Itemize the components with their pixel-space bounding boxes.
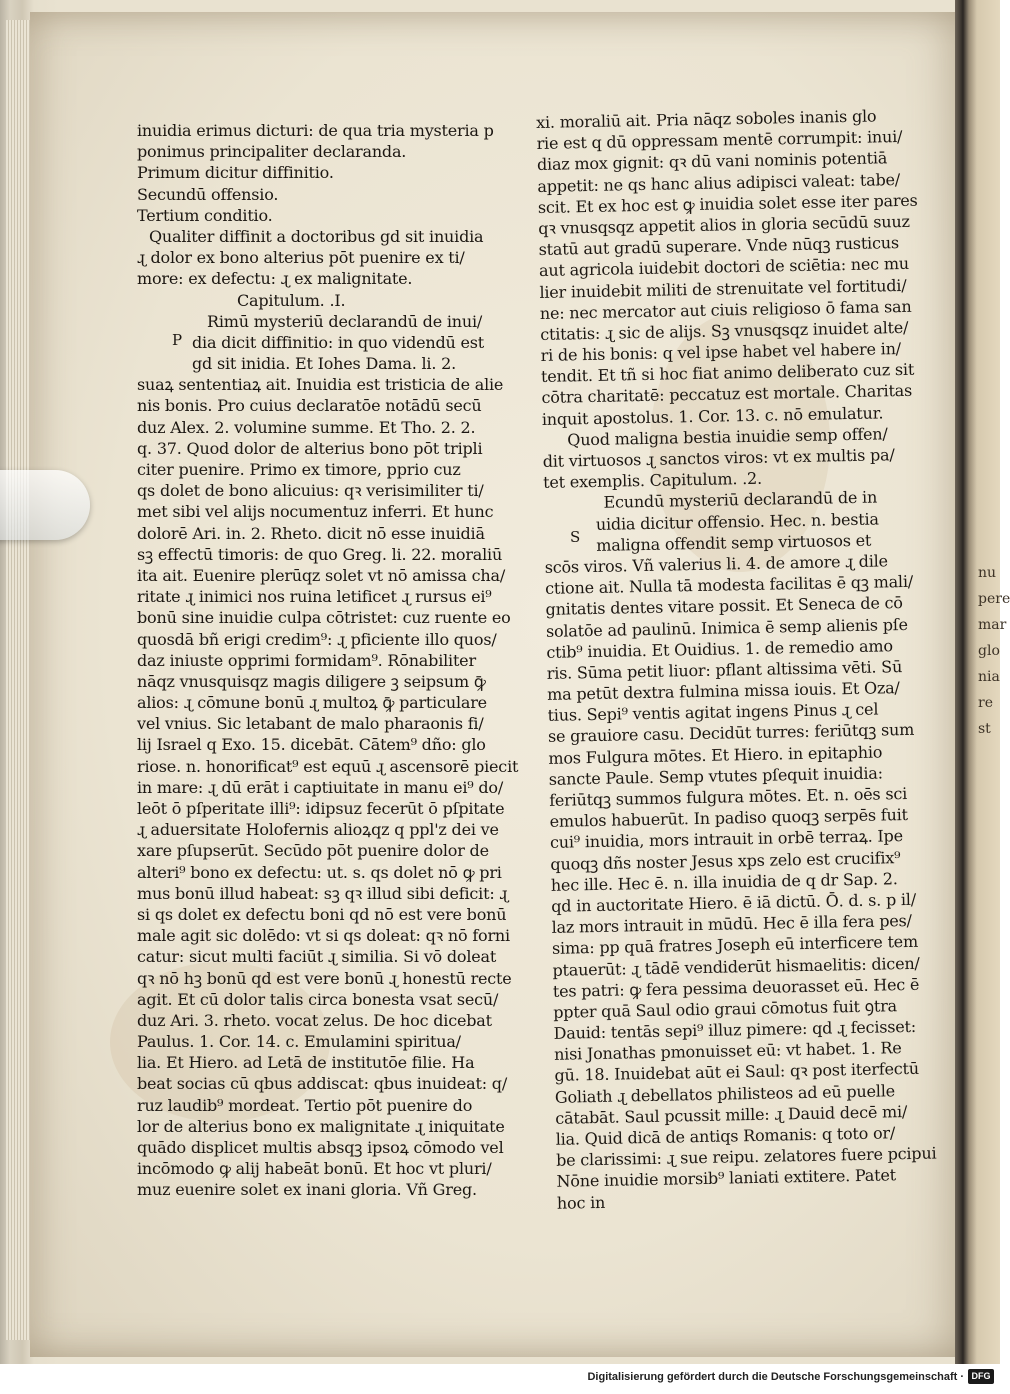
right-column-line: ma petūt dextra fulmina missa iouis. Et Oza/ [547,678,900,704]
right-column-line: lia. Quid dicā de antiqs Romanis: q toto or/ [555,1123,896,1149]
left-column-line: muz euenire solet ex inani gloria. Vñ Greg. [137,1180,477,1200]
footer-credit: Digitalisierung gefördert durch die Deutsche Forschungsgemeinschaft · [587,1371,964,1383]
left-column-line: in mare: ɻ dū erāt i captiuitate in manu ei⁹ do/ [137,777,504,797]
right-column-line: dit virtuosos ɻ sanctos viros: vt ex multis pa/ [542,445,895,471]
left-column-line: male agit sic dolēdo: vt si qs doleat: qꝛ nō forni [137,926,510,946]
right-column-line: cātabāt. Saul pcussit mille: ɻ Dauid decē mi/ [555,1101,908,1128]
left-column-line: duz Alex. 2. volumine summe. Et Tho. 2. 2. [137,417,476,437]
right-column-line: ri de his bonis: q vel ipse habet vel habere in/ [540,339,902,366]
right-column-line: solatōe ad paulinū. Inimica ē semp alienis pſe [545,614,908,641]
right-column-line: scōs viros. Vñ valerius li. 4. de amore ɻ dile [544,551,889,577]
right-column-line: ctitatis: ɻ sic de alijs. Sꝫ vnusqsqz inuidet alte/ [540,317,909,344]
right-column-line: uidia dicitur offensio. Hec. n. bestia [595,509,879,534]
left-column-line: agit. Et cū dolor talis circa bonesta vsat secū/ [137,989,499,1009]
right-column-line: maligna offendit semp virtuosos et [596,530,872,555]
left-column-line: si qs dolet ex defectu boni qd nō est vere bonū [137,904,507,924]
right-column-line: sima: pp quā fratres Joseph eū interficere tem [551,932,919,959]
left-column-line: dolorē Ari. in. 2. Rheto. dicit nō esse inuidiā [137,523,485,543]
right-column-line: mos Fulgura mōtes. Et Hiero. in epitaphio [548,742,883,768]
right-column-line: statū aut gradū superare. Vnde nūqꝫ rusticus [538,233,900,260]
left-column-line: ponimus principaliter declaranda. [137,142,407,162]
left-column-line: citer puenire. Primo ex timore, pprio cuz [137,460,461,479]
right-column-line: feriūtqꝫ summos fulgura mōtes. Et. n. oēs sci [549,784,908,810]
opposite-page-margin-text [978,560,1010,742]
right-column-line: ppter quā Saul odio graui cōmotus fuit ꝯtra [553,996,898,1022]
left-column-line: vel vnius. Sic letabant de malo pharaonis fi/ [137,714,484,734]
margin-fragment: pere [978,591,1010,607]
margin-fragment: glo [978,643,1000,659]
left-column-line: duz Ari. 3. rheto. vocat zelus. De hoc dicebat [137,1010,492,1030]
left-column-line: Primum dicitur diffinitio. [137,163,334,183]
left-column-line: Rimū mysteriū declarandū de inui/ [207,311,483,331]
left-text-column [137,120,522,1201]
right-column-line: ris. Sūma petit liuor: pflant altissima vēti. Sū [546,656,903,683]
right-column-line: quoqꝫ dñs noster Jesus xps zelo est crucifix⁹ [550,847,901,874]
right-column-line: tet exemplis. Capitulum. .2. [542,468,763,493]
margin-fragment: mar [978,617,1007,633]
drop-initial-right: S [570,528,581,546]
footer-bar [0,1364,1000,1394]
left-column-line: mus bonū illud habeat: sꝫ qꝛ illud sibi deficit: ɻ [137,883,509,903]
left-column-line: Tertium conditio. [137,205,273,225]
left-column-line: ita ait. Euenire plerūqz solet vt nō amissa cha/ [137,565,506,585]
right-text-column [536,105,937,1214]
left-column-line: qꝛ nō hꝫ bonū qd est vere bonū ɻ honestū recte [137,968,512,988]
right-column-line: be clarissimi: ɻ sue reipu. zelatores fuere pcipui [555,1143,937,1170]
right-column-line: appetit: ne qs hanc alius adipisci valeat: tabe/ [537,169,901,196]
left-column-line: nāqz vnusquisqz magis diligere ꝫ seipsum ꝙ̄ [137,671,486,691]
left-column-line: Capitulum. .I. [237,290,346,310]
left-column-line: lij Israel q Exo. 15. dicebāt. Cātem⁹ dño: glo [137,735,486,755]
right-column-line: Goliath ɻ debellatos philisteos ad eū puelle [554,1080,896,1107]
left-column-line: met sibi vel alijs nocumentuz inferri. Et hunc [137,502,494,522]
left-column-line: leōt ō pſperitate illi⁹: idipsuz fecerūt ō pſpitate [137,799,505,818]
left-column-line: beat socias cū qbus addiscat: qbus inuideat: q/ [137,1074,508,1094]
left-column-line: more: ex defectu: ɻ ex malignitate. [137,269,413,289]
right-column-line: hec ille. Hec ē. n. illa inuidia de q dr Sap. 2. [550,868,898,895]
right-column-line: aut agricola iuidebit doctori de sciētia: nec mu [538,254,910,281]
drop-initial-left: P [172,331,183,349]
right-column-line: laz mors intrauit in mūdū. Hec ē illa fera pes/ [551,911,912,937]
right-column-line: ctione ait. Nulla tā modesta facilitas ē qꝫ mali/ [544,571,914,599]
left-column-line: ruz laudib⁹ mordeat. Tertio pōt puenire do [137,1095,473,1115]
right-column-line: sancte Paule. Semp vtutes pſequit inuidia: [548,763,884,789]
left-column-line: nis bonis. Pro cuius declaratōe notādū secū [137,396,482,416]
left-column-line: ɻ dolor ex bono alterius pōt puenire ex ti/ [137,248,465,268]
right-column-line: tendit. Et tñ si hoc fiat animo deliberato cuz sit [540,360,915,387]
left-column-line: gd sit inidia. Et Iohes Dama. li. 2. [192,354,456,374]
left-column-line: bonū sine inuidie culpa cōtristet: cuz ruente eo [137,608,511,628]
right-column-line: qd in auctoritate Hiero. ē iā dictū. Ō. d. s. p il/ [551,889,917,916]
right-column-line: nisi Jonathas pmonuisset eū: vt habet. 1. Re [553,1038,902,1065]
left-column-line: incōmodo ꝙ alij habeāt bonū. Et hoc vt pluri/ [137,1159,492,1179]
right-column-line: ptauerūt: ɻ tādē vendiderūt hismaelitis: dicen/ [552,953,920,980]
right-column-line: diaz mox gignit: qꝛ dū vani nominis potentiā [536,148,888,175]
margin-fragment: nia [978,669,1000,685]
left-column-line: inuidia erimus dicturi: de qua tria mysteria p [137,121,494,140]
right-column-line: inquit apostolus. 1. Cor. 13. c. nō emulatur. [541,403,884,429]
margin-fragment: st [978,721,991,737]
left-column-line: alteri⁹ bono ex defectu: ut. s. qs dolet nō ꝙ pri [137,862,502,882]
right-column-line: gū. 18. Inuidebat aūt ei Saul: qꝛ post iterfectū [554,1059,920,1086]
margin-fragment: nu [978,565,997,581]
left-column-line: daz iniuste opprimi formidam⁹. Rōnabiliter [137,650,476,670]
left-column-line: quosdā bñ erigi credim⁹: ɻ pficiente illo quos/ [137,629,497,649]
left-column-line: suaꝝ sententiaꝝ ait. Inuidia est tristicia de alie [137,375,504,395]
left-column-line: qs dolet de bono alicuius: qꝛ verisimiliter ti/ [137,481,484,501]
left-column-line: q. 37. Quod dolor de alterius bono pōt tripli [137,438,483,458]
left-column-line: sꝫ effectū timoris: de quo Greg. li. 22. moraliū [137,544,503,564]
left-column-line: Secundū offensio. [137,184,279,204]
left-column-line: lor de alterius bono ex malignitate ɻ iniquitate [137,1116,505,1136]
left-column-line: ɻ aduersitate Holofernis alioꝝqz q ppl'z dei ve [137,820,499,840]
right-column-line: Dauid: tentās sepi⁹ illuz pimere: qd ɻ fecisset: [553,1016,917,1043]
left-column-line: dia dicit diffinitio: in quo videndū est [192,332,485,352]
right-column-line: cōtra charitatē: peccatuz est mortale. Charitas [541,381,913,408]
right-column-line: xi. moraliū ait. Pria nāqz soboles inanis glo [536,106,877,132]
dfg-logo-icon[interactable]: DFG [968,1369,994,1384]
right-column-line: gnitatis dentes vitare possit. Et Seneca de cō [545,593,903,620]
page-marker-tab [0,470,90,540]
left-column-line: catur: sicut multi faciūt ɻ similia. Si vō doleat [137,947,497,967]
left-column-line: xare pſupserūt. Secūdo pōt puenire dolor de [137,841,489,861]
right-column-line: hoc in [556,1192,606,1213]
right-column-line: ctib⁹ inuidia. Et Ouidius. 1. de remedio amo [546,635,893,662]
left-column-line: lia. Et Hiero. ad Letā de institutōe filie. Ha [137,1053,475,1073]
right-column-line: qꝛ vnusqsqz appetit alios in gloria secūdū suuz [538,211,910,238]
right-column-line: tes patri: ꝙ fera pessima deuorasset eū. Hec ē [552,974,920,1001]
right-column-line: rie est q dū oppressam mentē corrumpit: inui/ [536,127,903,154]
right-column-line: Ecundū mysteriū declarandū de in [603,487,878,513]
right-column-line: Quod maligna bestia inuidie semp offen/ [567,424,888,450]
right-column-line: emulos habuerūt. In padiso quoqꝫ serpēs fuit [549,805,908,832]
left-column-line: ritate ɻ inimici nos ruina letificet ɻ rursus ei⁹ [137,587,492,607]
left-column-line: alios: ɻ cōmune bonū ɻ multoꝝ ꝙ̄ particulare [137,693,487,713]
left-column-line: quādo displicet multis absqꝫ ipsoꝝ cōmodo vel [137,1138,504,1157]
right-column-line: ne: nec mercator aut ciuis religioso ō fama san [539,296,912,323]
left-column-line: Qualiter diffinit a doctoribus gd sit inuidia [149,226,484,246]
right-column-line: se grauiore casu. Decidūt turres: feriūtqꝫ sum [547,720,915,747]
right-column-line: cui⁹ inuidia, mors intrauit in orbē terraꝝ. Ipe [549,826,904,853]
right-column-line: lier inuidebit militi de strenuitate vel fortitudi/ [539,275,907,302]
right-column-line: Nōne inuidie morsib⁹ laniati extitere. Patet [556,1165,897,1192]
left-column-line: Paulus. 1. Cor. 14. c. Emulamini spiritua/ [137,1032,461,1052]
right-column-line: tius. Sepi⁹ ventis agitat ingens Pinus ɻ cel [547,699,879,726]
left-column-line: riose. n. honorificat⁹ est equū ɻ ascensorē piecit [137,756,519,776]
right-column-line: scit. Et ex hoc est ꝙ inuidia solet esse iter pares [537,190,918,217]
margin-fragment: re [978,695,993,711]
